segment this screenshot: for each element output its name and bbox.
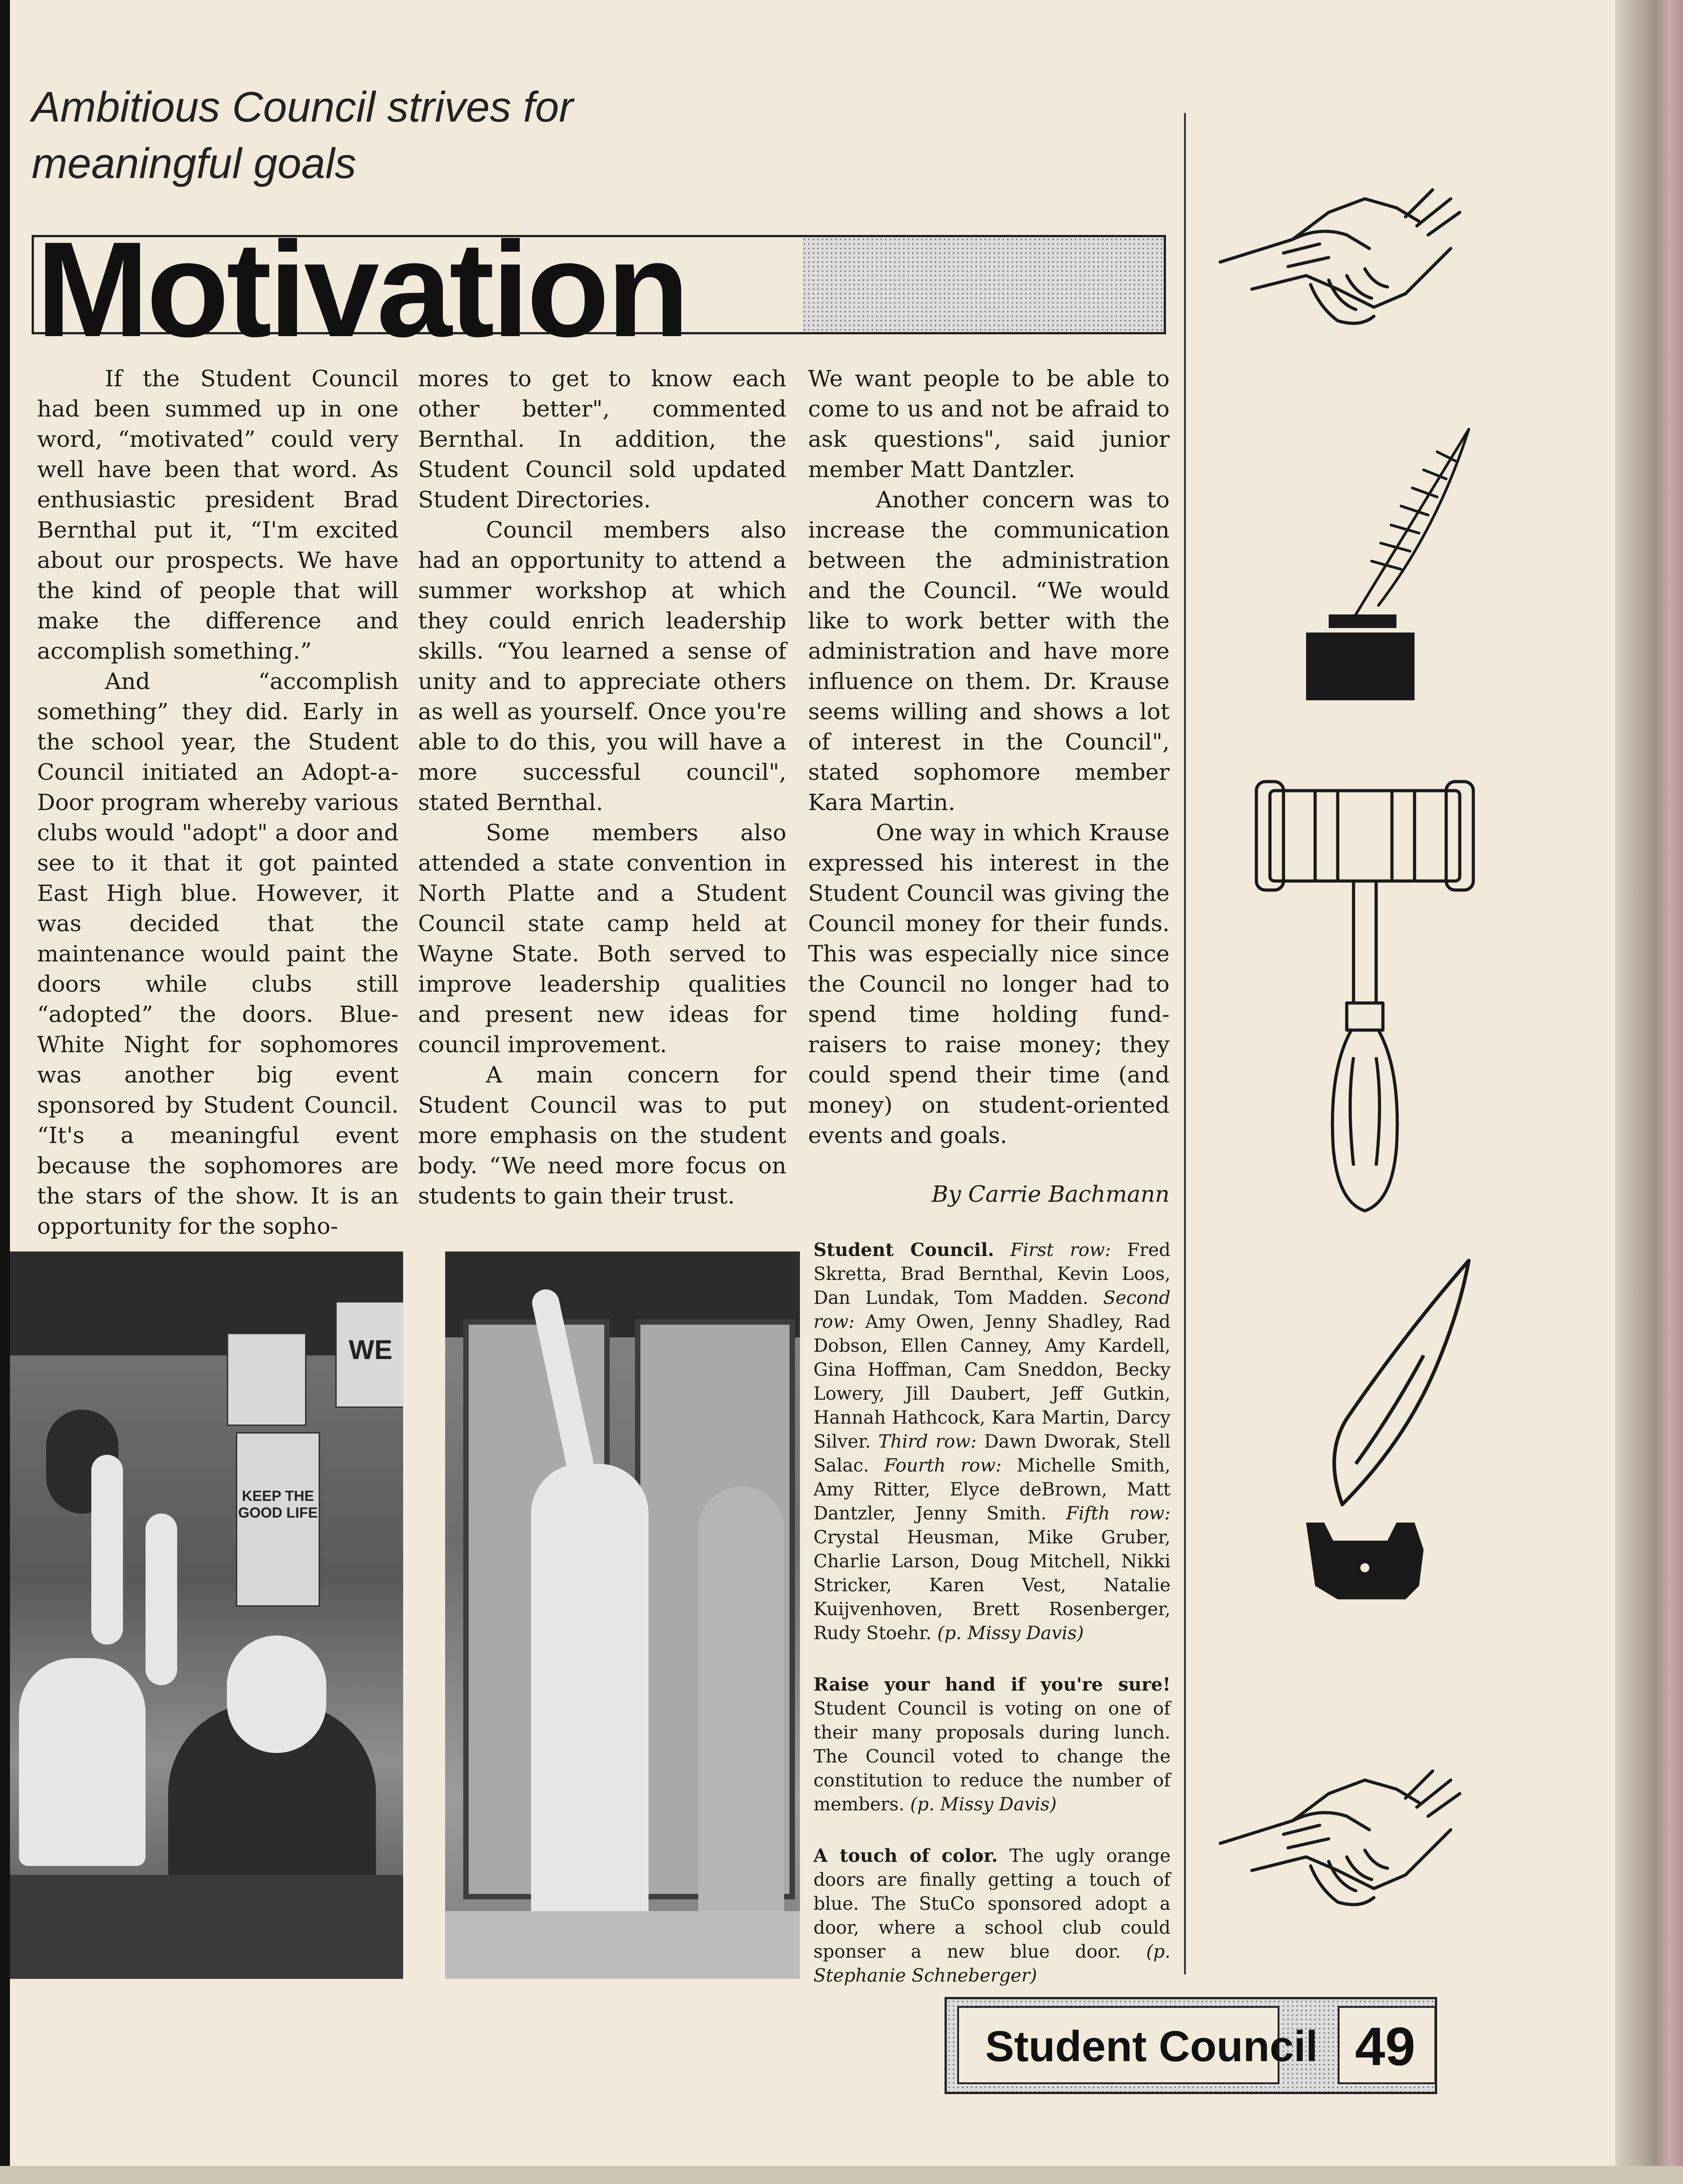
handshake-icon (1216, 172, 1469, 343)
paragraph: One way in which Krause expressed his interest in the Student Council was giving the Council money for their funds. This was especially nice since the Council no longer had to spend time holding fund-raisers to raise money; they could spend their time (and money) on student-oriented events and goals. (808, 820, 1170, 1148)
article-column-3 (808, 364, 1170, 1151)
section-label: Student Council (985, 2022, 1318, 2071)
poster-text: WE (348, 1335, 393, 1365)
page-number: 49 (1355, 2016, 1415, 2077)
page-bottom-edge (0, 2166, 1683, 2184)
paragraph: Another concern was to increase the communication between the administration and the Council. “We would like to work better with the administration and have more influence on them. Dr. Krause seems willing and shows a lot of interest in the Council", stated sophomore member Kara Martin. (808, 487, 1170, 815)
paragraph: We want people to be able to come to us and not be afraid to ask questions", said junior member Matt Dantzler. (808, 366, 1170, 483)
paragraph: If the Student Council had been summed up in one word, “motivated” could very well have been that word. As enthusiastic president Brad Bernthal put it, “I'm excited about our prospects. We have the kind of people that will make the difference and accomplish something.” (37, 366, 399, 664)
quill-and-inkwell-icon (1288, 425, 1478, 705)
byline: By Carrie Bachmann (931, 1181, 1170, 1207)
caption-council: Student Council. First row: Fred Skretta, Brad Bernthal, Kevin Loos, Dan Lundak, Tom Madden. Second row: Amy Owen, Jenny Shadley, Rad Dobson, Ellen Canney, Amy Kardell, Gina Hoffman, Cam Sneddon, Becky Lowery, Jill Daubert, Jeff Gutkin, Hannah Hathcock, Kara Martin, Darcy Silver. Third row: Dawn Dworak, Stell Salac. Fourth row: Michelle Smith, Amy Ritter, Elyce deBrown, Matt Dantzler, Jenny Smith. Fifth row: Crystal Heusman, Mike Gruber, Charlie Larson, Doug Mitchell, Nikki Stricker, Karen Vest, Natalie Kuijvenhoven, Brett Rosenberger, Rudy Stoehr. (p. Missy Davis) (813, 1239, 1171, 1644)
article-column-1 (37, 364, 399, 1242)
page-edge (1615, 0, 1683, 2184)
pen-nib-icon (1288, 1251, 1478, 1613)
caption-raise-hand: Raise your hand if you're sure! Student Council is voting on one of their many proposals during lunch. The Council voted to change the constitution to reduce the number of members. (p. Missy Davis) (813, 1674, 1171, 1815)
kicker-line-2: meaningful goals (32, 140, 357, 187)
paragraph: mores to get to know each other better", commented Bernthal. In addition, the Student Council sold updated Student Directories. (418, 366, 786, 513)
photo-painting-door (445, 1251, 800, 1979)
kicker (32, 79, 710, 192)
binding-edge (0, 0, 10, 2184)
headline: Motivation (36, 213, 687, 365)
paragraph: And “accomplish something” they did. Early in the school year, the Student Council initiated an Adopt-a-Door program whereby various clubs would "adopt" a door and see to it that it got painted East High blue. However, it was decided that the maintenance would paint the doors while clubs still “adopted” the doors. Blue-White Night for sophomores was another big event sponsored by Student Council. “It's a meaningful event because the sophomores are the stars of the show. It is an opportunity for the sopho- (37, 668, 399, 1239)
handshake-icon (1216, 1753, 1469, 1925)
paragraph: A main concern for Student Council was to put more emphasis on the student body. “We need more focus on students to gain their trust. (418, 1062, 786, 1209)
gavel-icon (1247, 777, 1482, 1220)
kicker-line-1: Ambitious Council strives for (32, 83, 574, 131)
paragraph: Council members also had an opportunity to attend a summer workshop at which they could enrich leadership skills. “You learned a sense of unity and to appreciate others as well as yourself. Once you're able to do this, you will have a more successful council", stated Bernthal. (418, 517, 786, 815)
article-column-2 (418, 364, 786, 1211)
caption-touch-of-color: A touch of color. The ugly orange doors are finally getting a touch of blue. The StuCo sponsored adopt a door, where a school club could sponser a new blue door. (p. Stephanie Schneberger) (813, 1845, 1171, 1986)
column-rule (1184, 113, 1186, 1974)
poster-text: KEEP THE GOOD LIFE (238, 1488, 318, 1521)
paragraph: Some members also attended a state convention in North Platte and a Student Council state camp held at Wayne State. Both served to improve leadership qualities and present new ideas for council improvement. (418, 820, 786, 1058)
photo-raising-hands (10, 1251, 403, 1979)
photo-captions (813, 1238, 1171, 2015)
